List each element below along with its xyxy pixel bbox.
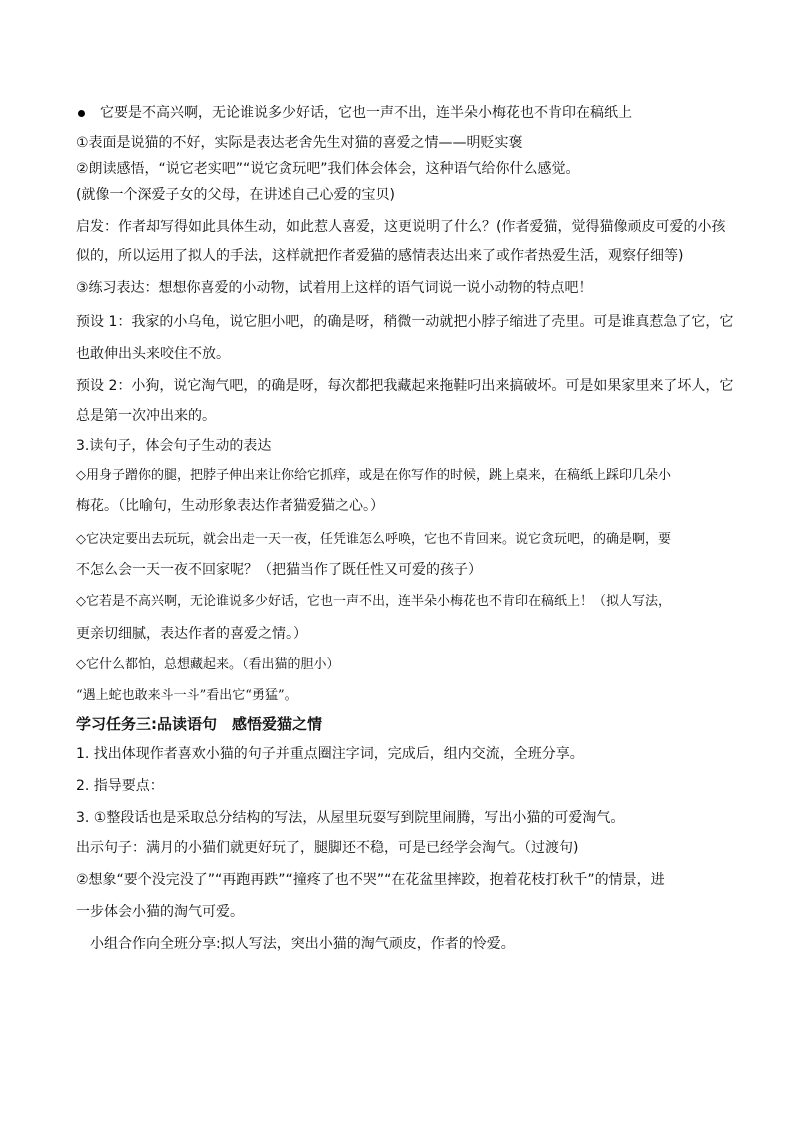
quote-2-line-2: 不怎么会一天一夜不回家呢？（把猫当作了既任性又可爱的孩子） (76, 562, 482, 578)
practice-line: ③练习表达：想想你喜爱的小动物，试着用上这样的语气词说一说小动物的特点吧！ (76, 280, 593, 296)
note-1: ①表面是说猫的不好，实际是表达老舍先生对猫的喜爱之情——明贬实褒 (76, 135, 523, 151)
note-3: (就像一个深爱子女的父母，在讲述自己心爱的宝贝) (76, 187, 395, 203)
quote-1-line-2: 梅花。（比喻句，生动形象表达作者猫爱猫之心。） (76, 498, 384, 514)
bullet-sentence: 它要是不高兴啊，无论谁说多少好话，它也一声不出，连半朵小梅花也不肯印在稿纸上 (100, 105, 632, 121)
example-sentence: 出示句子：满月的小猫们就更好玩了，腿脚还不稳，可是已经学会淘气。（过渡句) (76, 840, 579, 856)
task-3-heading: 学习任务三:品读语句 感悟爱猫之情 (76, 715, 323, 733)
task-item-2: 2. 指导要点： (76, 778, 164, 794)
note-2: ②朗读感悟，“说它老实吧”“说它贪玩吧”我们体会体会，这种语气给你什么感觉。 (76, 161, 580, 177)
quote-1-line-1: ◇用身子蹭你的腿，把脖子伸出来让你给它抓痒，或是在你写作的时候，跳上桌来，在稿纸上踩印几朵小 (76, 468, 671, 483)
preset-1-line-1: 预设 1：我家的小乌龟，说它胆小吧，的确是呀，稍微一动就把小脖子缩进了壳里。可是谁真惹急了它，它 (76, 314, 734, 330)
inspire-line-1: 启发：作者却写得如此具体生动，如此惹人喜爱，这更说明了什么？(作者爱猫，觉得猫像顽皮可爱的小孩 (76, 219, 726, 235)
quote-3-line-2: 更亲切细腻，表达作者的喜爱之情。） (76, 626, 307, 642)
preset-1-line-2: 也敢伸出头来咬住不放。 (76, 346, 230, 362)
quote-5: “遇上蛇也敢来斗一斗”看出它“勇猛”。 (76, 688, 298, 703)
task-item-1: 1. 找出体现作者喜欢小猫的句子并重点圈注字词，完成后，组内交流，全班分享。 (76, 746, 584, 762)
section-3-title: 3.读句子，体会句子生动的表达 (76, 438, 272, 454)
quote-4: ◇它什么都怕，总想藏起来。（看出猫的胆小） (76, 657, 340, 672)
bullet-dot (78, 110, 85, 117)
group-share: 小组合作向全班分享:拟人写法，突出小猫的淘气顽皮，作者的怜爱。 (76, 936, 515, 952)
quote-2-line-1: ◇它决定要出去玩玩，就会出走一天一夜，任凭谁怎么呼唤，它也不肯回来。说它贪玩吧，的确是啊，要 (76, 532, 671, 547)
quote-3-line-1: ◇它若是不高兴啊，无论谁说多少好话，它也一声不出，连半朵小梅花也不肯印在稿纸上！（拟人写法， (76, 594, 671, 609)
preset-2-line-2: 总是第一次冲出来的。 (76, 408, 216, 424)
task-item-3: 3. ①整段话也是采取总分结构的写法，从屋里玩耍写到院里闹腾，写出小猫的可爱淘气。 (76, 810, 625, 826)
imagine-line-2: 一步体会小猫的淘气可爱。 (76, 904, 244, 920)
inspire-line-2: 似的，所以运用了拟人的手法，这样就把作者爱猫的感情表达出来了或作者热爱生活，观察仔细等) (76, 248, 684, 264)
preset-2-line-1: 预设 2：小狗，说它淘气吧，的确是呀，每次都把我藏起来拖鞋叼出来搞破坏。可是如果家里来了坏人，它 (76, 378, 734, 394)
imagine-line-1: ②想象“要个没完没了”“再跑再跌”“撞疼了也不哭”“在花盆里摔跤，抱着花枝打秋千”的情景，进 (76, 872, 665, 888)
